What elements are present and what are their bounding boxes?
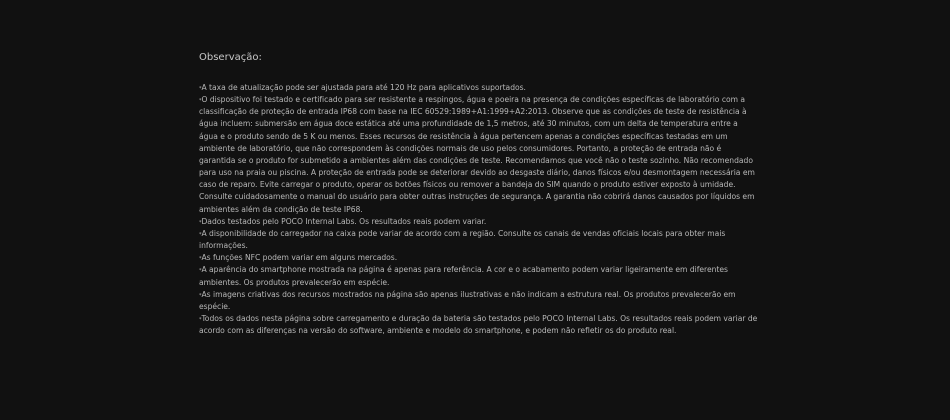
disclaimer-notes bbox=[199, 50, 759, 337]
note-nfc bbox=[199, 252, 759, 264]
note-charger-availability bbox=[199, 228, 759, 252]
note-text: As funções NFC podem variar em alguns mercados. bbox=[201, 253, 398, 263]
footnote-marker: * bbox=[199, 98, 202, 105]
footnote-marker: * bbox=[199, 231, 202, 238]
notes-title: Observação: bbox=[199, 52, 262, 63]
footnote-marker: * bbox=[199, 219, 202, 226]
note-text: Todos os dados nesta página sobre carregamento e duração da bateria são testados pelo POCO Internal Labs. Os resultados reais podem variar de acordo com as diferenças na versão do software, ambiente e modelo do smartphone, e podem não refletir os do produto real. bbox=[199, 313, 758, 336]
note-text: A disponibilidade do carregador na caixa pode variar de acordo com a região. Consulte os canais de vendas oficiais locais para obter mais informações. bbox=[199, 228, 726, 251]
footnote-marker: * bbox=[199, 268, 202, 275]
note-text: A aparência do smartphone mostrada na página é apenas para referência. A cor e o acabamento podem variar ligeiramente em diferentes ambientes. Os produtos prevalecerão em espécie. bbox=[199, 265, 728, 287]
note-text: Dados testados pelo POCO Internal Labs. Os resultados reais podem variar. bbox=[201, 216, 487, 226]
note-appearance bbox=[199, 264, 759, 288]
footnote-marker: * bbox=[199, 292, 202, 299]
note-refresh-rate bbox=[199, 82, 759, 94]
note-water-resistance bbox=[199, 94, 759, 216]
note-text: A taxa de atualização pode ser ajustada para até 120 Hz para aplicativos suportados. bbox=[201, 83, 526, 92]
note-text: As imagens criativas dos recursos mostrados na página são apenas ilustrativas e não indicam a estrutura real. Os produtos prevalecerão em espécie. bbox=[199, 289, 736, 311]
notes-list bbox=[199, 82, 759, 337]
footnote-marker: * bbox=[199, 316, 202, 323]
note-test-data bbox=[199, 216, 759, 228]
note-text: O dispositivo foi testado e certificado para ser resistente a respingos, água e poeira na presença de condições específicas de laboratório com a classificação de proteção de entrada IP68 com base na IEC 60529:1989+A1:1999+A2:2013. Observe que as condições de teste de resistência à água incluem: submersão em água doce estática até uma profundidade de 1,5 metros, até 30 minutos, com um delta de temperatura entre a água e o produto sendo de 5 K ou menos. Esses recursos de resistência à água pertencem apenas a condições específicas testadas em um ambiente de laboratório, que não correspondem às condições normais de uso pelos consumidores. Portanto, a proteção de entrada não é garantida se o produto for submetido a ambientes além das condições de teste. Recomendamos que você não o teste sozinho. Não recomendado para uso na praia ou piscina. A proteção de entrada pode se deteriorar devido ao desgaste diário, danos físicos e/ou desmontagem necessária em caso de reparo. Evite carregar o produto, operar os botões físicos ou remover a bandeja do SIM quando o produto estiver exposto à umidade. Consulte cuidadosamente o manual do usuário para obter outras instruções de segurança. A garantia não cobrirá danos causados por líquidos em ambientes além da condição de teste IP68. bbox=[199, 95, 755, 214]
note-battery-data bbox=[199, 313, 759, 337]
footnote-marker: * bbox=[199, 256, 202, 263]
footnote-marker: * bbox=[199, 86, 202, 92]
note-creative-images bbox=[199, 289, 759, 313]
